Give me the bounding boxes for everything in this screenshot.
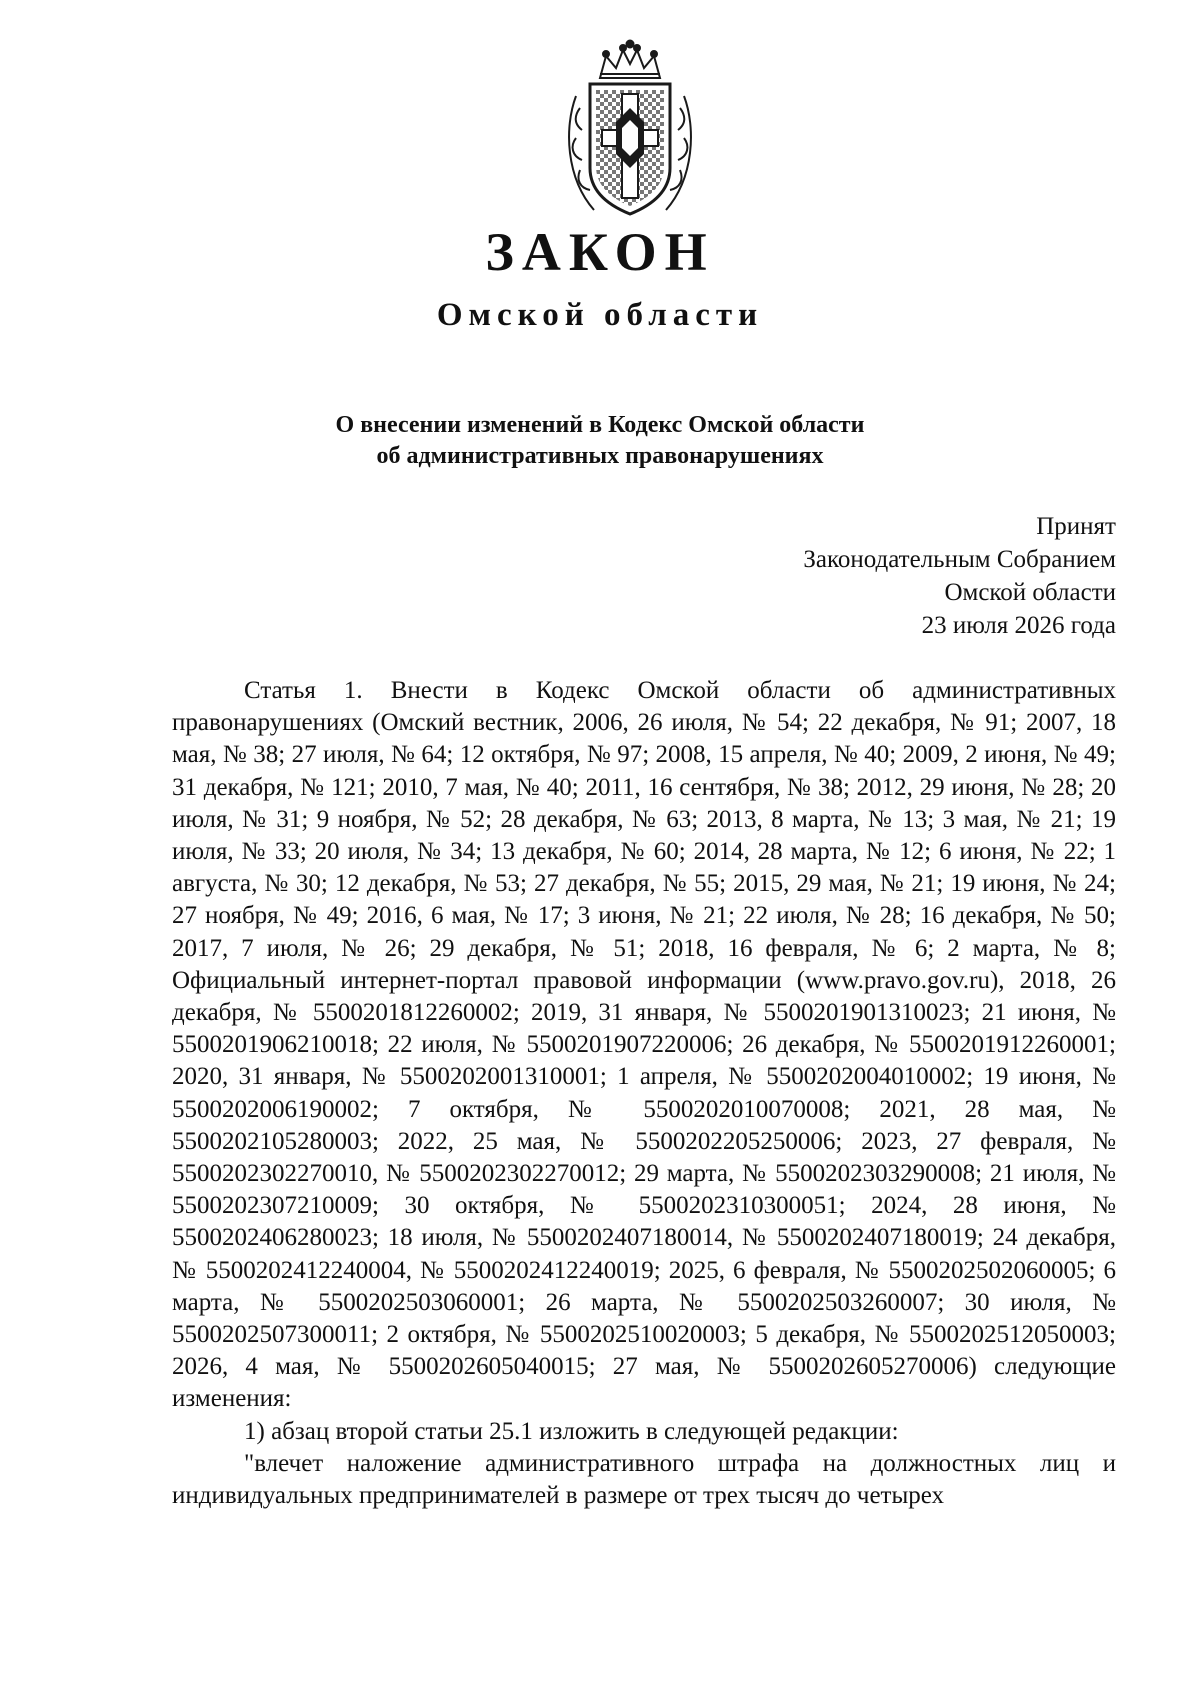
amendment-quote: "влечет наложение административного штрафа на должностных лиц и индивидуальных предпринимателей в размере от трех тысяч до четырех [172, 1449, 1116, 1510]
law-heading [0, 410, 1200, 472]
law-heading-line: О внесении изменений в Кодекс Омской области [335, 412, 865, 438]
article-1-paragraph: Статья 1. Внести в Кодекс Омской области об административных правонарушениях (Омский вестник, 2006, 26 июля, № 54; 22 декабря, № 91; 2007, 18 мая, № 38; 27 июля, № 64; 12 октября, № 97; 2008, 15 апреля, № 40; 2009, 2 июня, № 49; 31 декабря, № 121; 2010, 7 мая, № 40; 2011, 16 сентября, № 38; 2012, 29 июня, № 28; 20 июля, № 31; 9 ноября, № 52; 28 декабря, № 63; 2013, 8 марта, № 13; 3 мая, № 21; 19 июля, № 33; 20 июля, № 34; 13 декабря, № 60; 2014, 28 марта, № 12; 6 июня, № 22; 1 августа, № 30; 12 декабря, № 53; 27 декабря, № 55; 2015, 29 мая, № 21; 19 июня, № 24; 27 ноября, № 49; 2016, 6 мая, № 17; 3 июня, № 21; 22 июля, № 28; 16 декабря, № 50; 2017, 7 июля, № 26; 29 декабря, № 51; 2018, 16 февраля, № 6; 2 марта, № 8; Официальный интернет-портал правовой информации (www.pravo.gov.ru), 2018, 26 декабря, № 5500201812260002; 2019, 31 января, № 5500201901310023; 21 июня, № 5500201906210018; 22 июля, № 5500201907220006; 26 декабря, № 5500201912260001; 2020, 31 января, № 5500202001310001; 1 апреля, № 5500202004010002; 19 июня, № 5500202006190002; 7 октября, № 5500202010070008; 2021, 28 мая, № 5500202105280003; 2022, 25 мая, № 5500202205250006; 2023, 27 февраля, № 5500202302270010, № 5500202302270012; 29 марта, № 5500202303290008; 21 июля, № 5500202307210009; 30 октября, № 5500202310300051; 2024, 28 июня, № 5500202406280023; 18 июля, № 5500202407180014, № 5500202407180019; 24 декабря, № 5500202412240004, № 5500202412240019; 2025, 6 февраля, № 5500202502060005; 6 марта, № 5500202503060001; 26 марта, № 5500202503260007; 30 июля, № 5500202507300011; 2 октября, № 5500202510020003; 5 декабря, № 5500202512050003; 2026, 4 мая, № 5500202605040015; 27 мая, № 5500202605270006) следующие изменения: [172, 677, 1116, 1413]
adoption-line: Принят [1036, 513, 1116, 540]
law-title: ЗАКОН [485, 222, 715, 282]
law-body [172, 675, 1116, 1512]
adoption-block [803, 510, 1116, 642]
adoption-line: Законодательным Собранием [803, 546, 1116, 573]
coat-of-arms-icon [560, 38, 700, 223]
adoption-date: 23 июля 2026 года [921, 612, 1116, 639]
law-heading-line: об административных правонарушениях [376, 443, 824, 469]
law-subtitle: Омской области [436, 297, 764, 333]
amendment-item-1: 1) абзац второй статьи 25.1 изложить в следующей редакции: [244, 1417, 899, 1445]
adoption-line: Омской области [944, 579, 1116, 606]
